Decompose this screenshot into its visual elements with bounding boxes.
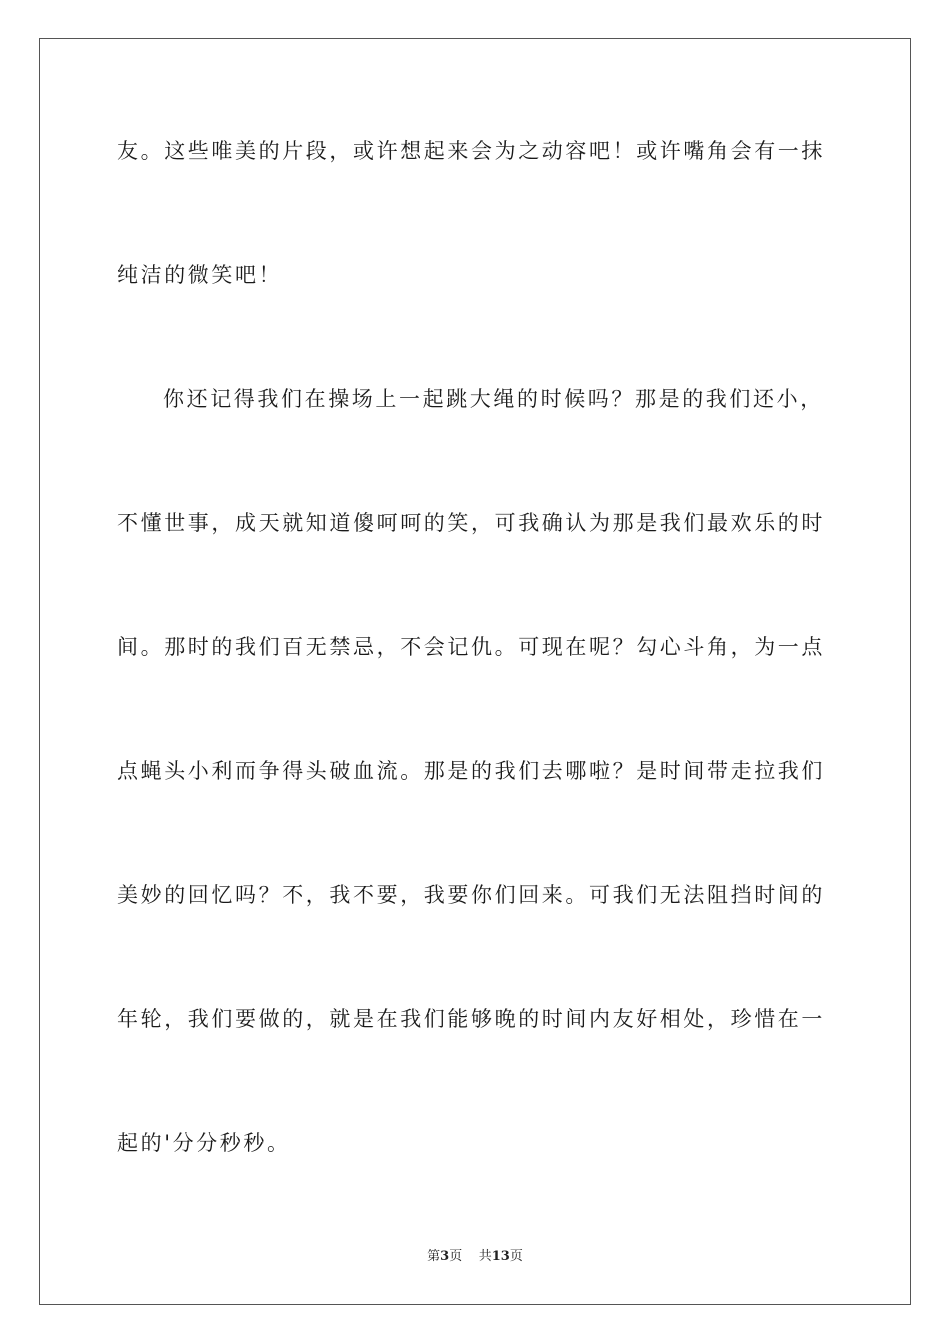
- paragraph-line-3: 你还记得我们在操场上一起跳大绳的时候吗？那是的我们还小，: [163, 387, 824, 411]
- paragraph-line-1: 友。这些唯美的片段，或许想起来会为之动容吧！或许嘴角会有一抹: [117, 139, 825, 163]
- paragraph-line-7: 美妙的回忆吗？不，我不要，我要你们回来。可我们无法阻挡时间的: [117, 883, 825, 907]
- page-border: [39, 38, 911, 1305]
- page-prefix: 第: [427, 1249, 441, 1264]
- page-footer: [0, 1248, 950, 1266]
- total-prefix: 共: [478, 1249, 492, 1264]
- paragraph-line-9: 起的'分分秒秒。: [117, 1131, 291, 1155]
- total-pages: 13: [491, 1249, 510, 1264]
- page-number: 3: [440, 1249, 450, 1264]
- paragraph-line-2: 纯洁的微笑吧！: [117, 263, 283, 287]
- paragraph-line-8: 年轮，我们要做的，就是在我们能够晚的时间内友好相处，珍惜在一: [117, 1007, 825, 1031]
- paragraph-line-5: 间。那时的我们百无禁忌，不会记仇。可现在呢？勾心斗角，为一点: [117, 635, 825, 659]
- page-suffix: 页: [449, 1249, 463, 1264]
- paragraph-line-6: 点蝇头小利而争得头破血流。那是的我们去哪啦？是时间带走拉我们: [117, 759, 825, 783]
- paragraph-line-4: 不懂世事，成天就知道傻呵呵的笑，可我确认为那是我们最欢乐的时: [117, 511, 825, 535]
- total-suffix: 页: [509, 1249, 523, 1264]
